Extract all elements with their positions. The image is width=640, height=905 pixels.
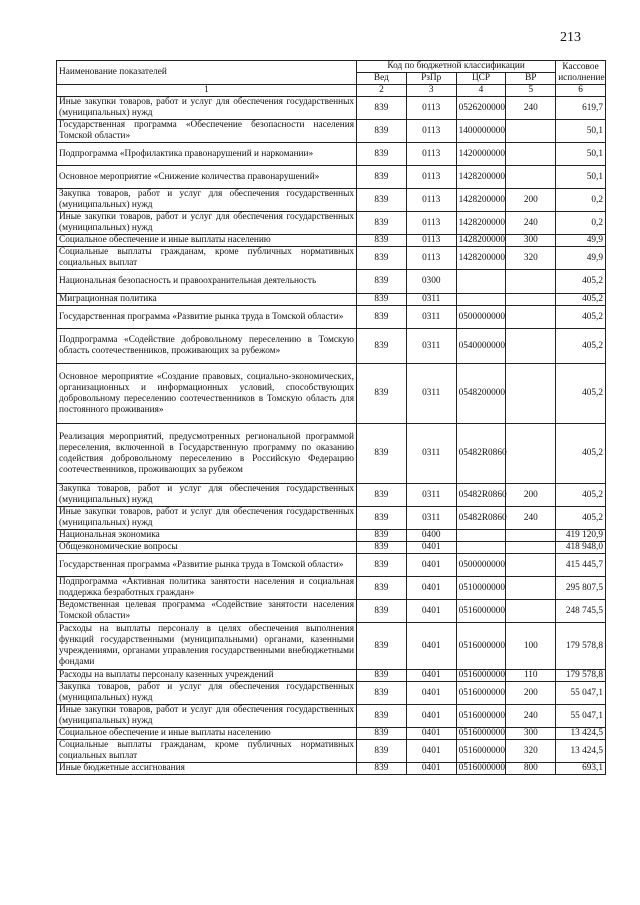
row-ved: 839 bbox=[357, 577, 407, 600]
row-sum: 405,2 bbox=[556, 270, 606, 294]
row-csr: 0526200000 bbox=[456, 97, 506, 120]
row-rzpr: 0311 bbox=[406, 484, 456, 507]
header-name: Наименование показателей bbox=[57, 61, 357, 85]
col-number: 5 bbox=[506, 85, 556, 97]
row-csr: 1420000000 bbox=[456, 143, 506, 166]
row-rzpr: 0311 bbox=[406, 507, 456, 530]
table-row bbox=[57, 143, 606, 166]
row-ved: 839 bbox=[357, 600, 407, 623]
row-vr bbox=[506, 530, 556, 542]
table-row bbox=[57, 554, 606, 577]
table-row bbox=[57, 294, 606, 306]
table-row bbox=[57, 189, 606, 212]
page-number: 213 bbox=[560, 30, 581, 45]
row-name: Иные закупки товаров, работ и услуг для обеспечения государственных (муниципальных) нужд bbox=[57, 705, 357, 728]
row-sum: 405,2 bbox=[556, 364, 606, 424]
row-csr bbox=[456, 530, 506, 542]
row-name: Иные закупки товаров, работ и услуг для обеспечения государственных (муниципальных) нужд bbox=[57, 507, 357, 530]
col-number: 6 bbox=[556, 85, 606, 97]
row-vr: 240 bbox=[506, 212, 556, 235]
row-sum: 693,1 bbox=[556, 763, 606, 775]
row-csr: 0540000000 bbox=[456, 329, 506, 364]
row-sum: 50,1 bbox=[556, 166, 606, 189]
row-vr bbox=[506, 600, 556, 623]
row-csr: 0510000000 bbox=[456, 577, 506, 600]
table-row bbox=[57, 484, 606, 507]
table-row bbox=[57, 306, 606, 329]
row-csr: 0516000000 bbox=[456, 728, 506, 740]
row-sum: 415 445,7 bbox=[556, 554, 606, 577]
row-sum: 13 424,5 bbox=[556, 740, 606, 763]
row-rzpr: 0113 bbox=[406, 120, 456, 143]
row-vr: 240 bbox=[506, 507, 556, 530]
row-csr: 0516000000 bbox=[456, 600, 506, 623]
row-rzpr: 0401 bbox=[406, 554, 456, 577]
row-rzpr: 0113 bbox=[406, 97, 456, 120]
table-row bbox=[57, 670, 606, 682]
col-number: 1 bbox=[57, 85, 357, 97]
row-name: Закупка товаров, работ и услуг для обеспечения государственных (муниципальных) нужд bbox=[57, 189, 357, 212]
row-sum: 405,2 bbox=[556, 484, 606, 507]
row-name: Расходы на выплаты персоналу в целях обеспечения выполнения функций государственными (муниципальными) органами, казенными учреждениями, органами управления государственными внебюджетными фондами bbox=[57, 623, 357, 670]
row-vr bbox=[506, 577, 556, 600]
table-row bbox=[57, 577, 606, 600]
table-row bbox=[57, 623, 606, 670]
row-ved: 839 bbox=[357, 97, 407, 120]
row-ved: 839 bbox=[357, 166, 407, 189]
row-name: Социальные выплаты гражданам, кроме публичных нормативных социальных выплат bbox=[57, 740, 357, 763]
row-name: Миграционная политика bbox=[57, 294, 357, 306]
table-row bbox=[57, 270, 606, 294]
row-csr: 0516000000 bbox=[456, 670, 506, 682]
row-vr: 110 bbox=[506, 670, 556, 682]
row-ved: 839 bbox=[357, 306, 407, 329]
row-name: Национальная экономика bbox=[57, 530, 357, 542]
row-rzpr: 0401 bbox=[406, 728, 456, 740]
row-ved: 839 bbox=[357, 530, 407, 542]
row-vr bbox=[506, 294, 556, 306]
header-sum: Кассовое исполнение bbox=[556, 61, 606, 85]
header-rzpr: РзПр bbox=[406, 73, 456, 85]
row-ved: 839 bbox=[357, 189, 407, 212]
row-sum: 295 807,5 bbox=[556, 577, 606, 600]
row-rzpr: 0401 bbox=[406, 740, 456, 763]
row-csr bbox=[456, 294, 506, 306]
col-number: 2 bbox=[357, 85, 407, 97]
row-rzpr: 0300 bbox=[406, 270, 456, 294]
row-ved: 839 bbox=[357, 247, 407, 270]
row-rzpr: 0401 bbox=[406, 670, 456, 682]
header-csr: ЦСР bbox=[456, 73, 506, 85]
budget-table bbox=[56, 60, 606, 775]
row-ved: 839 bbox=[357, 682, 407, 705]
table-row bbox=[57, 97, 606, 120]
header-ved: Вед bbox=[357, 73, 407, 85]
row-rzpr: 0311 bbox=[406, 294, 456, 306]
row-name: Подпрограмма «Содействие добровольному переселению в Томскую область соотечественников, проживающих за рубежом» bbox=[57, 329, 357, 364]
row-rzpr: 0311 bbox=[406, 306, 456, 329]
row-ved: 839 bbox=[357, 623, 407, 670]
row-sum: 405,2 bbox=[556, 424, 606, 484]
row-vr bbox=[506, 143, 556, 166]
row-rzpr: 0401 bbox=[406, 600, 456, 623]
row-csr: 0500000000 bbox=[456, 554, 506, 577]
row-rzpr: 0401 bbox=[406, 623, 456, 670]
table-row bbox=[57, 424, 606, 484]
row-vr bbox=[506, 554, 556, 577]
row-vr bbox=[506, 364, 556, 424]
row-ved: 839 bbox=[357, 507, 407, 530]
row-sum: 179 578,8 bbox=[556, 670, 606, 682]
row-rzpr: 0311 bbox=[406, 424, 456, 484]
table-row bbox=[57, 507, 606, 530]
row-csr: 0516000000 bbox=[456, 705, 506, 728]
col-number: 4 bbox=[456, 85, 506, 97]
row-sum: 50,1 bbox=[556, 120, 606, 143]
row-ved: 839 bbox=[357, 329, 407, 364]
row-sum: 405,2 bbox=[556, 507, 606, 530]
row-sum: 405,2 bbox=[556, 306, 606, 329]
row-csr: 05482R0860 bbox=[456, 484, 506, 507]
row-sum: 0,2 bbox=[556, 212, 606, 235]
row-csr: 05482R0860 bbox=[456, 507, 506, 530]
table-row bbox=[57, 247, 606, 270]
table-body bbox=[57, 97, 606, 775]
row-sum: 13 424,5 bbox=[556, 728, 606, 740]
row-csr: 0516000000 bbox=[456, 763, 506, 775]
table-row bbox=[57, 705, 606, 728]
row-name: Основное мероприятие «Снижение количества правонарушений» bbox=[57, 166, 357, 189]
row-name: Социальное обеспечение и иные выплаты населению bbox=[57, 728, 357, 740]
row-ved: 839 bbox=[357, 542, 407, 554]
row-csr: 0516000000 bbox=[456, 682, 506, 705]
row-name: Расходы на выплаты персоналу казенных учреждений bbox=[57, 670, 357, 682]
table-row bbox=[57, 329, 606, 364]
row-ved: 839 bbox=[357, 143, 407, 166]
row-rzpr: 0113 bbox=[406, 143, 456, 166]
row-rzpr: 0311 bbox=[406, 364, 456, 424]
row-sum: 419 120,9 bbox=[556, 530, 606, 542]
table-row bbox=[57, 542, 606, 554]
row-sum: 55 047,1 bbox=[556, 705, 606, 728]
row-sum: 418 948,0 bbox=[556, 542, 606, 554]
row-sum: 179 578,8 bbox=[556, 623, 606, 670]
row-ved: 839 bbox=[357, 212, 407, 235]
row-csr: 1428200000 bbox=[456, 189, 506, 212]
row-csr: 1428200000 bbox=[456, 166, 506, 189]
row-vr: 240 bbox=[506, 705, 556, 728]
table-row bbox=[57, 212, 606, 235]
row-vr bbox=[506, 120, 556, 143]
row-ved: 839 bbox=[357, 554, 407, 577]
row-vr: 320 bbox=[506, 740, 556, 763]
row-ved: 839 bbox=[357, 728, 407, 740]
row-rzpr: 0113 bbox=[406, 166, 456, 189]
table-row bbox=[57, 166, 606, 189]
row-csr: 1428200000 bbox=[456, 235, 506, 247]
row-vr: 320 bbox=[506, 247, 556, 270]
row-csr: 1428200000 bbox=[456, 247, 506, 270]
row-name: Иные закупки товаров, работ и услуг для обеспечения государственных (муниципальных) нужд bbox=[57, 212, 357, 235]
row-vr: 200 bbox=[506, 189, 556, 212]
row-rzpr: 0401 bbox=[406, 705, 456, 728]
row-name: Государственная программа «Обеспечение безопасности населения Томской области» bbox=[57, 120, 357, 143]
row-rzpr: 0113 bbox=[406, 212, 456, 235]
row-vr: 300 bbox=[506, 728, 556, 740]
row-sum: 405,2 bbox=[556, 329, 606, 364]
table-row bbox=[57, 530, 606, 542]
row-csr: 0500000000 bbox=[456, 306, 506, 329]
row-ved: 839 bbox=[357, 763, 407, 775]
header-code-group: Код по бюджетной классификации bbox=[357, 61, 556, 73]
row-name: Подпрограмма «Профилактика правонарушений и наркомании» bbox=[57, 143, 357, 166]
table-row bbox=[57, 364, 606, 424]
row-name: Государственная программа «Развитие рынка труда в Томской области» bbox=[57, 306, 357, 329]
row-csr: 05482R0860 bbox=[456, 424, 506, 484]
row-name: Ведомственная целевая программа «Содействие занятости населения Томской области» bbox=[57, 600, 357, 623]
row-vr: 200 bbox=[506, 484, 556, 507]
row-vr: 800 bbox=[506, 763, 556, 775]
col-number: 3 bbox=[406, 85, 456, 97]
row-csr: 0516000000 bbox=[456, 623, 506, 670]
row-name: Подпрограмма «Активная политика занятости населения и социальная поддержка безработных граждан» bbox=[57, 577, 357, 600]
row-name: Иные бюджетные ассигнования bbox=[57, 763, 357, 775]
row-rzpr: 0113 bbox=[406, 235, 456, 247]
row-name: Закупка товаров, работ и услуг для обеспечения государственных (муниципальных) нужд bbox=[57, 682, 357, 705]
row-csr: 1400000000 bbox=[456, 120, 506, 143]
row-vr: 100 bbox=[506, 623, 556, 670]
row-rzpr: 0113 bbox=[406, 247, 456, 270]
row-ved: 839 bbox=[357, 484, 407, 507]
row-csr bbox=[456, 542, 506, 554]
row-name: Социальные выплаты гражданам, кроме публичных нормативных социальных выплат bbox=[57, 247, 357, 270]
table-row bbox=[57, 740, 606, 763]
row-ved: 839 bbox=[357, 740, 407, 763]
row-vr bbox=[506, 270, 556, 294]
row-sum: 248 745,5 bbox=[556, 600, 606, 623]
row-name: Социальное обеспечение и иные выплаты населению bbox=[57, 235, 357, 247]
row-rzpr: 0400 bbox=[406, 530, 456, 542]
table-row bbox=[57, 120, 606, 143]
row-sum: 619,7 bbox=[556, 97, 606, 120]
row-ved: 839 bbox=[357, 364, 407, 424]
row-sum: 49,9 bbox=[556, 235, 606, 247]
row-rzpr: 0401 bbox=[406, 682, 456, 705]
row-sum: 50,1 bbox=[556, 143, 606, 166]
row-ved: 839 bbox=[357, 120, 407, 143]
row-ved: 839 bbox=[357, 235, 407, 247]
row-csr: 0548200000 bbox=[456, 364, 506, 424]
row-rzpr: 0311 bbox=[406, 329, 456, 364]
row-csr bbox=[456, 270, 506, 294]
row-ved: 839 bbox=[357, 705, 407, 728]
row-ved: 839 bbox=[357, 670, 407, 682]
row-name: Реализация мероприятий, предусмотренных региональной программой переселения, включенной в Государственную программу по оказанию содействия добровольному переселению в Российскую Федерацию соотечественников, проживающих за рубежом bbox=[57, 424, 357, 484]
row-ved: 839 bbox=[357, 294, 407, 306]
row-vr bbox=[506, 542, 556, 554]
row-name: Закупка товаров, работ и услуг для обеспечения государственных (муниципальных) нужд bbox=[57, 484, 357, 507]
row-sum: 49,9 bbox=[556, 247, 606, 270]
row-csr: 0516000000 bbox=[456, 740, 506, 763]
row-rzpr: 0401 bbox=[406, 542, 456, 554]
table-row bbox=[57, 235, 606, 247]
table-row bbox=[57, 600, 606, 623]
row-vr: 300 bbox=[506, 235, 556, 247]
row-rzpr: 0401 bbox=[406, 577, 456, 600]
row-vr: 240 bbox=[506, 97, 556, 120]
row-rzpr: 0401 bbox=[406, 763, 456, 775]
row-name: Национальная безопасность и правоохранительная деятельность bbox=[57, 270, 357, 294]
row-vr: 200 bbox=[506, 682, 556, 705]
table-row bbox=[57, 763, 606, 775]
row-vr bbox=[506, 329, 556, 364]
table-row bbox=[57, 728, 606, 740]
row-vr bbox=[506, 306, 556, 329]
header-vr: ВР bbox=[506, 73, 556, 85]
row-vr bbox=[506, 166, 556, 189]
row-ved: 839 bbox=[357, 424, 407, 484]
row-name: Основное мероприятие «Создание правовых, социально-экономических, организационных и информационных условий, способствующих добровольному переселению соотечественников в Томскую область для постоянного проживания» bbox=[57, 364, 357, 424]
row-sum: 55 047,1 bbox=[556, 682, 606, 705]
row-vr bbox=[506, 424, 556, 484]
row-ved: 839 bbox=[357, 270, 407, 294]
row-name: Общеэкономические вопросы bbox=[57, 542, 357, 554]
row-rzpr: 0113 bbox=[406, 189, 456, 212]
row-sum: 0,2 bbox=[556, 189, 606, 212]
row-name: Иные закупки товаров, работ и услуг для обеспечения государственных (муниципальных) нужд bbox=[57, 97, 357, 120]
table-row bbox=[57, 682, 606, 705]
row-name: Государственная программа «Развитие рынка труда в Томской области» bbox=[57, 554, 357, 577]
row-sum: 405,2 bbox=[556, 294, 606, 306]
row-csr: 1428200000 bbox=[456, 212, 506, 235]
